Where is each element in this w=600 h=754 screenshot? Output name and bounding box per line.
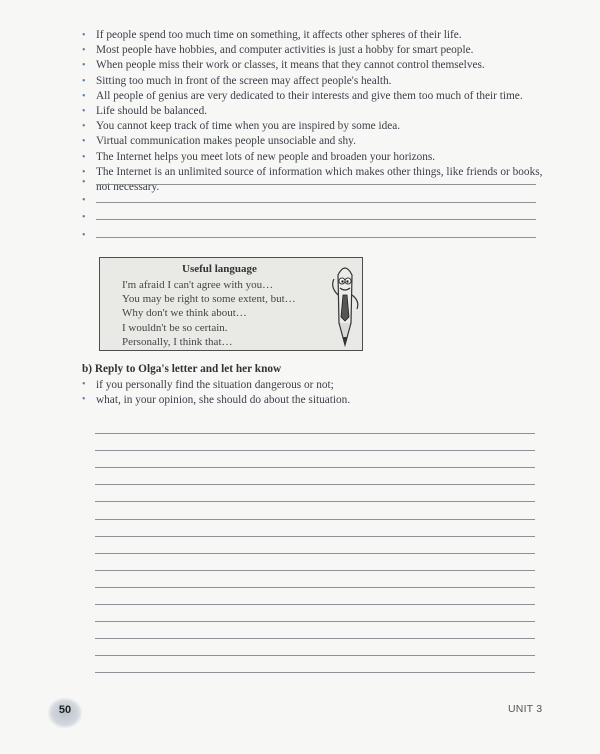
answer-line[interactable] bbox=[95, 554, 535, 571]
useful-phrase: Personally, I think that… bbox=[122, 335, 233, 348]
useful-phrase: Why don't we think about… bbox=[122, 307, 247, 320]
opinion-item: • The Internet is an unlimited source of information which makes other things, like friends or books, not necessary. bbox=[82, 165, 552, 195]
answer-line[interactable] bbox=[95, 502, 535, 519]
opinion-item: • Sitting too much in front of the screen may affect people's health. bbox=[82, 74, 552, 89]
opinion-item: • All people of genius are very dedicated to their interests and give them too much of their time. bbox=[82, 89, 552, 104]
answer-line[interactable] bbox=[95, 656, 535, 673]
pen-character-illustration bbox=[327, 261, 363, 351]
useful-language-box bbox=[99, 257, 363, 351]
answer-line[interactable] bbox=[95, 605, 535, 622]
opinion-item: • Life should be balanced. bbox=[82, 104, 552, 119]
answer-line[interactable] bbox=[95, 520, 535, 537]
answer-line[interactable] bbox=[95, 588, 535, 605]
blank-opinion-row[interactable]: • bbox=[82, 229, 536, 247]
opinion-item: • Virtual communication makes people unsociable and shy. bbox=[82, 134, 552, 149]
answer-line[interactable] bbox=[95, 639, 535, 656]
blank-opinion-row[interactable]: • bbox=[82, 194, 536, 212]
blank-opinion-row[interactable]: • bbox=[82, 211, 536, 229]
blank-opinion-rows bbox=[82, 176, 536, 246]
answer-line[interactable] bbox=[95, 571, 535, 588]
opinion-item: • You cannot keep track of time when you are inspired by some idea. bbox=[82, 119, 552, 134]
answer-line[interactable] bbox=[95, 434, 535, 451]
task-b-instruction: b) Reply to Olga's letter and let her know bbox=[82, 363, 282, 375]
task-b-point: • what, in your opinion, she should do about the situation. bbox=[82, 393, 542, 408]
opinion-item: • The Internet helps you meet lots of new people and broaden your horizons. bbox=[82, 150, 552, 165]
unit-label: UNIT 3 bbox=[508, 703, 543, 715]
answer-line[interactable] bbox=[95, 468, 535, 485]
useful-language-title: Useful language bbox=[182, 263, 257, 275]
page-number: 50 bbox=[48, 698, 82, 728]
answer-line[interactable] bbox=[95, 451, 535, 468]
opinion-item: • When people miss their work or classes, it means that they cannot control themselves. bbox=[82, 58, 552, 73]
answer-line[interactable] bbox=[95, 537, 535, 554]
useful-phrase: I wouldn't be so certain. bbox=[122, 321, 228, 334]
opinion-list bbox=[82, 28, 552, 195]
answer-writing-lines bbox=[95, 417, 535, 673]
task-b-point: • if you personally find the situation dangerous or not; bbox=[82, 378, 542, 393]
answer-line[interactable] bbox=[95, 485, 535, 502]
useful-phrase: I'm afraid I can't agree with you… bbox=[122, 279, 274, 291]
blank-opinion-row[interactable]: • bbox=[82, 176, 536, 194]
useful-phrase: You may be right to some extent, but… bbox=[122, 293, 296, 306]
task-b-points bbox=[82, 378, 542, 407]
answer-line[interactable] bbox=[95, 622, 535, 639]
opinion-item: • If people spend too much time on something, it affects other spheres of their life. bbox=[82, 28, 552, 43]
opinion-item: • Most people have hobbies, and computer activities is just a hobby for smart people. bbox=[82, 43, 552, 58]
answer-line[interactable] bbox=[95, 417, 535, 434]
